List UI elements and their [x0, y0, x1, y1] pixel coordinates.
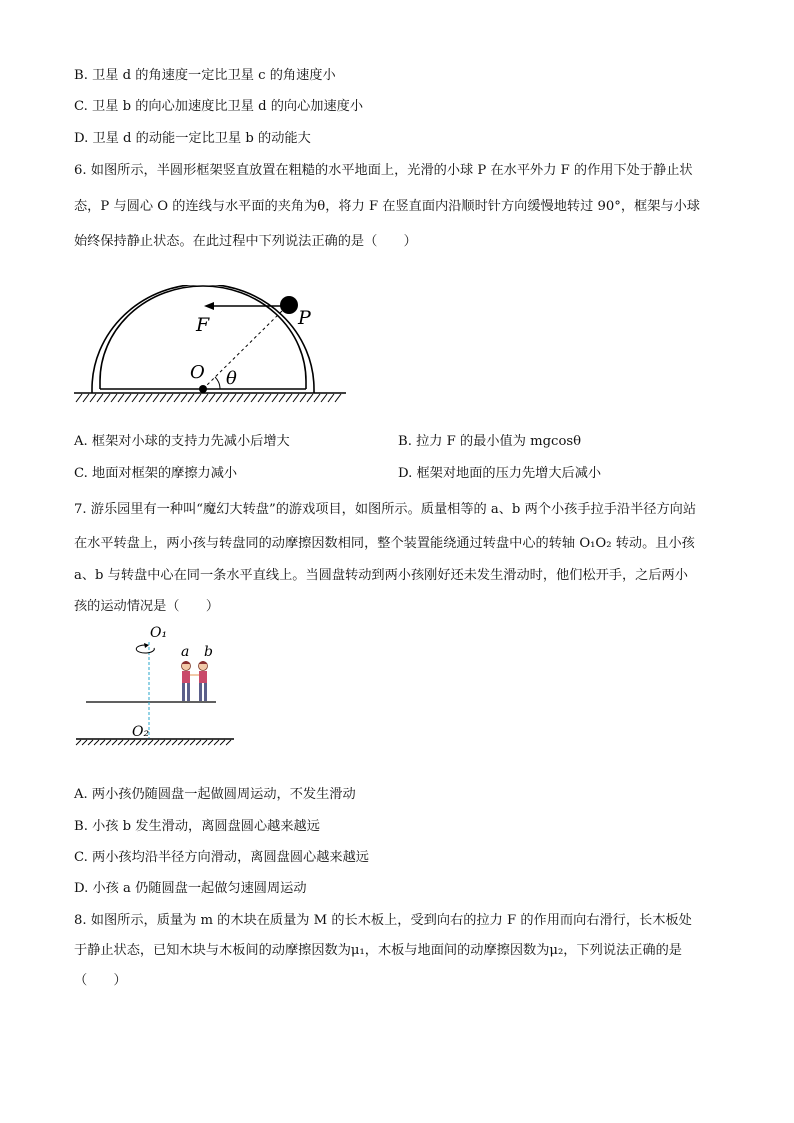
q6-option-b: B. 拉力 F 的最小值为 mgcosθ: [398, 434, 582, 449]
q6-semicircle-frame-figure: [70, 285, 350, 410]
label-p: P: [298, 307, 311, 329]
q7-option-a: A. 两小孩仍随圆盘一起做圆周运动，不发生滑动: [74, 787, 356, 802]
label-b: b: [204, 644, 213, 660]
child-b: [199, 661, 208, 701]
q6-option-c: C. 地面对框架的摩擦力减小: [74, 466, 238, 481]
child-a: [182, 661, 191, 701]
q5-option-d: D. 卫星 d 的动能一定比卫星 b 的动能大: [74, 131, 311, 146]
q6-stem-line-2: 态，P 与圆心 O 的连线与水平面的夹角为θ，将力 F 在竖直面内沿顺时针方向缓慢地转过 90°，框架与小球: [74, 199, 700, 214]
radius-op-dashed: [203, 307, 286, 389]
label-f: F: [196, 314, 210, 336]
center-o: [199, 385, 207, 393]
label-theta: θ: [226, 368, 237, 389]
q7-turntable-figure: [70, 620, 240, 748]
q7-option-c: C. 两小孩均沿半径方向滑动，离圆盘圆心越来越远: [74, 850, 369, 865]
label-o1: O₁: [150, 625, 168, 641]
q8-stem-line-2: 于静止状态，已知木块与木板间的动摩擦因数为μ₁，木板与地面间的动摩擦因数为μ₂，下列说法正确的是: [74, 943, 682, 958]
label-a: a: [181, 644, 190, 660]
q7-stem-line-2: 在水平转盘上，两小孩与转盘同的动摩擦因数相同，整个装置能绕通过转盘中心的转轴 O₁O₂ 转动。且小孩: [74, 536, 695, 551]
theta-arc: [215, 377, 220, 389]
q7-stem-line-4: 孩的运动情况是（ ）: [74, 599, 220, 614]
force-f-arrowhead: [204, 302, 214, 310]
q8-stem-line-1: 8. 如图所示，质量为 m 的木块在质量为 M 的长木板上，受到向右的拉力 F 的作用而向右滑行，长木板处: [74, 913, 692, 928]
q6-stem-line-3: 始终保持静止状态。在此过程中下列说法正确的是（ ）: [74, 234, 417, 249]
q6-stem-line-1: 6. 如图所示，半圆形框架竖直放置在粗糙的水平地面上，光滑的小球 P 在水平外力 F 的作用下处于静止状: [74, 163, 693, 178]
q6-option-d: D. 框架对地面的压力先增大后减小: [398, 466, 602, 481]
q7-stem-line-3: a、b 与转盘中心在同一条水平直线上。当圆盘转动到两小孩刚好还未发生滑动时，他们松开手，之后两小: [74, 568, 688, 583]
ground-hatching: [76, 740, 231, 745]
q7-option-d: D. 小孩 a 仍随圆盘一起做匀速圆周运动: [74, 881, 307, 896]
q7-option-b: B. 小孩 b 发生滑动，离圆盘圆心越来越远: [74, 819, 320, 834]
label-o: O: [190, 362, 205, 383]
q5-option-c: C. 卫星 b 的向心加速度比卫星 d 的向心加速度小: [74, 99, 364, 114]
q6-option-a: A. 框架对小球的支持力先减小后增大: [74, 434, 290, 449]
q5-option-b: B. 卫星 d 的角速度一定比卫星 c 的角速度小: [74, 68, 336, 83]
ground-hatching: [76, 394, 341, 402]
q7-stem-line-1: 7. 游乐园里有一种叫“魔幻大转盘”的游戏项目，如图所示。质量相等的 a、b 两个小孩手拉手沿半径方向站: [74, 502, 697, 517]
q8-stem-line-3: （ ）: [74, 973, 127, 988]
ball-p: [280, 296, 298, 314]
label-o2: O₂: [132, 724, 150, 740]
